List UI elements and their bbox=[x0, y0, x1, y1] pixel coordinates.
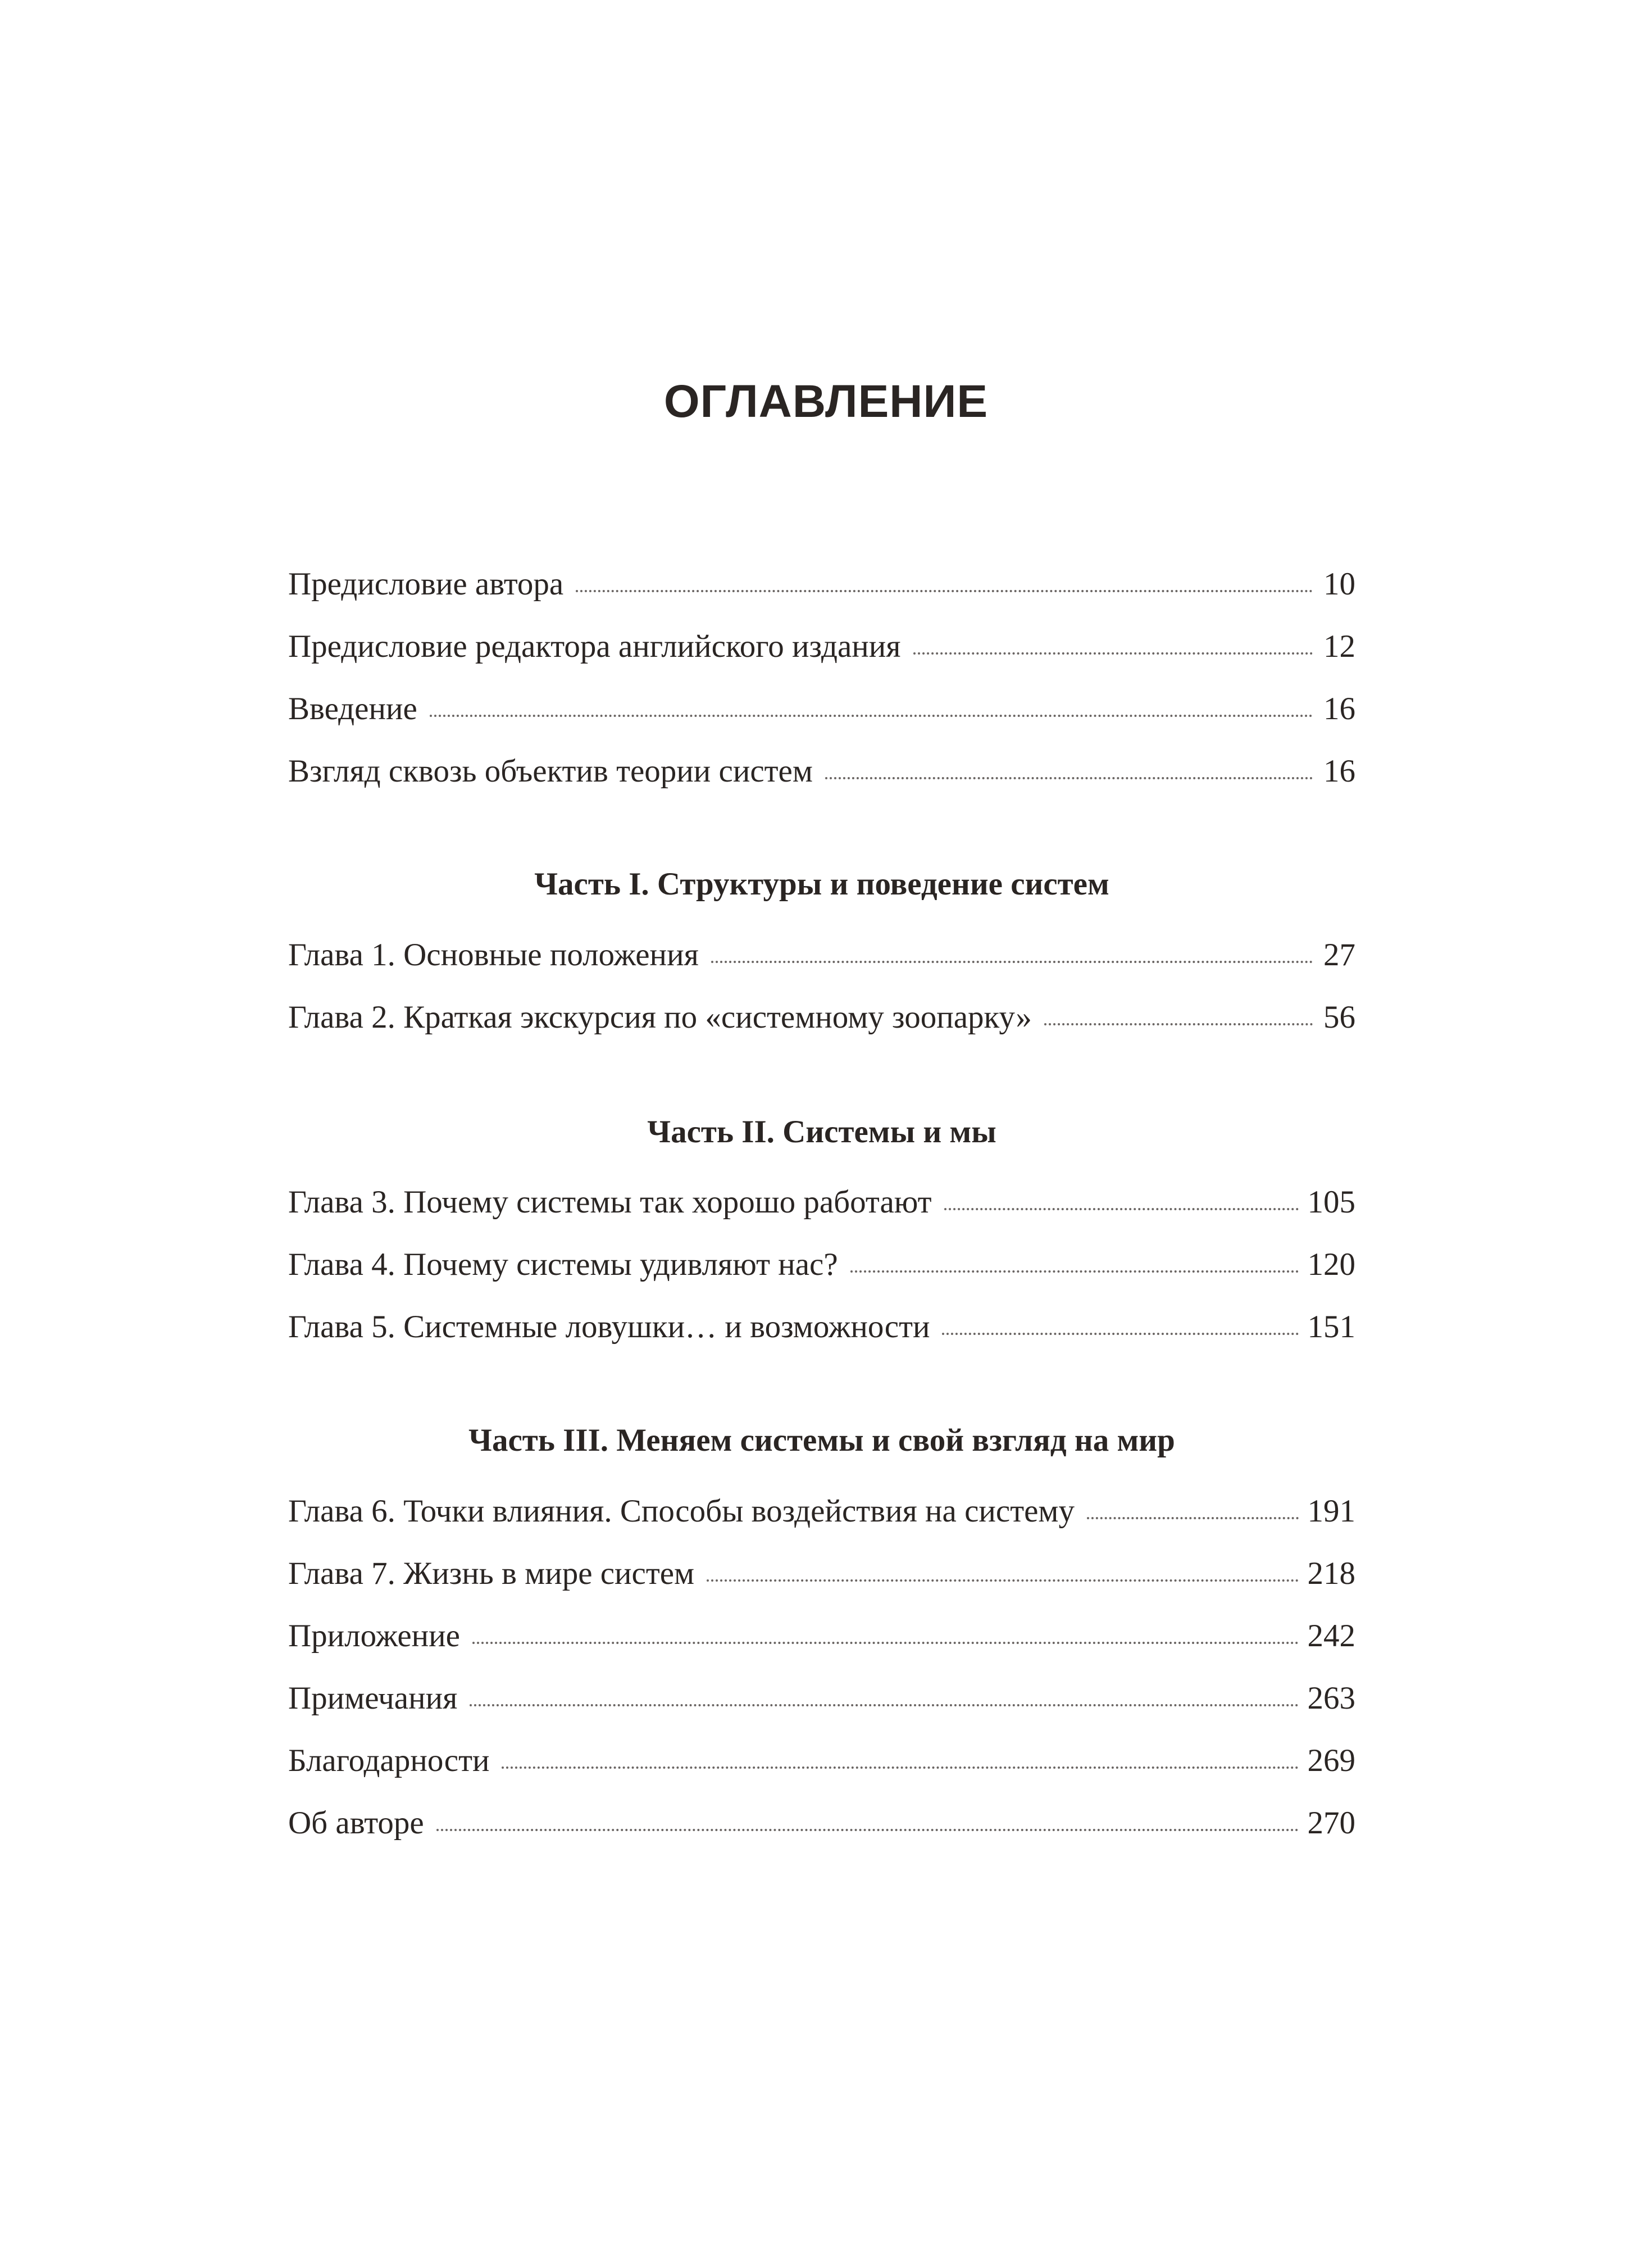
toc-entry-label: Благодарности bbox=[288, 1743, 490, 1778]
dot-leader bbox=[502, 1761, 1298, 1769]
toc-page-number: 10 bbox=[1323, 566, 1355, 602]
toc-entry-label: Приложение bbox=[288, 1618, 460, 1654]
part-heading-3[interactable]: Часть III. Меняем системы и свой взгляд на мир bbox=[468, 1423, 1175, 1458]
dot-leader bbox=[850, 1265, 1299, 1273]
toc-page-number: 16 bbox=[1323, 691, 1355, 726]
toc-entry-label: Об авторе bbox=[288, 1805, 424, 1841]
toc-page-number: 218 bbox=[1307, 1556, 1355, 1591]
dot-leader bbox=[825, 771, 1313, 779]
toc-entry-label: Примечания bbox=[288, 1681, 458, 1716]
toc-page-number: 120 bbox=[1307, 1247, 1355, 1282]
toc-entry-author-preface[interactable] bbox=[288, 562, 1355, 607]
dot-leader bbox=[436, 1823, 1299, 1831]
toc-page-number: 242 bbox=[1307, 1618, 1355, 1654]
toc-entry-introduction[interactable] bbox=[288, 687, 1355, 732]
toc-entry-chapter-7[interactable] bbox=[288, 1551, 1355, 1596]
dot-leader bbox=[470, 1699, 1298, 1706]
toc-entry-label: Глава 2. Краткая экскурсия по «системному зоопарку» bbox=[288, 1000, 1032, 1035]
page-title: ОГЛАВЛЕНИЕ bbox=[663, 376, 989, 427]
toc-entry-label: Введение bbox=[288, 691, 417, 726]
toc-entry-editor-preface[interactable] bbox=[288, 624, 1355, 669]
dot-leader bbox=[1087, 1511, 1299, 1519]
toc-entry-label: Взгляд сквозь объектив теории систем bbox=[288, 753, 813, 789]
toc-entry-label: Глава 5. Системные ловушки… и возможности bbox=[288, 1309, 930, 1345]
toc-page-number: 27 bbox=[1323, 937, 1355, 973]
toc-entry-chapter-3[interactable] bbox=[288, 1180, 1355, 1225]
dot-leader bbox=[944, 1202, 1299, 1210]
toc-entry-label: Предисловие редактора английского издания bbox=[288, 629, 901, 664]
toc-entry-systems-lens[interactable] bbox=[288, 749, 1355, 794]
toc-entry-appendix[interactable] bbox=[288, 1614, 1355, 1659]
toc-entry-chapter-2[interactable] bbox=[288, 995, 1355, 1040]
toc-page-number: 191 bbox=[1307, 1493, 1355, 1529]
toc-page-number: 263 bbox=[1307, 1681, 1355, 1716]
toc-entry-chapter-5[interactable] bbox=[288, 1305, 1355, 1350]
toc-page-number: 56 bbox=[1323, 1000, 1355, 1035]
toc-page-number: 16 bbox=[1323, 753, 1355, 789]
toc-page-number: 151 bbox=[1307, 1309, 1355, 1345]
dot-leader bbox=[1044, 1018, 1313, 1025]
toc-entry-label: Глава 7. Жизнь в мире систем bbox=[288, 1556, 695, 1591]
toc-page-number: 270 bbox=[1307, 1805, 1355, 1841]
part-heading-2[interactable]: Часть II. Системы и мы bbox=[647, 1114, 996, 1150]
part-heading-1[interactable]: Часть I. Структуры и поведение систем bbox=[534, 866, 1109, 902]
toc-entry-about-author[interactable] bbox=[288, 1801, 1355, 1846]
toc-page-number: 105 bbox=[1307, 1184, 1355, 1220]
toc-entry-label: Предисловие автора bbox=[288, 566, 564, 602]
toc-entry-chapter-1[interactable] bbox=[288, 933, 1355, 978]
dot-leader bbox=[472, 1636, 1299, 1644]
toc-entry-chapter-6[interactable] bbox=[288, 1489, 1355, 1534]
dot-leader bbox=[942, 1327, 1298, 1335]
toc-entry-chapter-4[interactable] bbox=[288, 1242, 1355, 1287]
dot-leader bbox=[913, 647, 1313, 655]
toc-page-number: 12 bbox=[1323, 629, 1355, 664]
dot-leader bbox=[707, 1574, 1298, 1582]
toc-page-number: 269 bbox=[1307, 1743, 1355, 1778]
toc-entry-acknowledgements[interactable] bbox=[288, 1738, 1355, 1783]
dot-leader bbox=[430, 709, 1313, 717]
dot-leader bbox=[711, 955, 1313, 963]
toc-entry-notes[interactable] bbox=[288, 1676, 1355, 1721]
toc-entry-label: Глава 6. Точки влияния. Способы воздействия на систему bbox=[288, 1493, 1075, 1529]
toc-entry-label: Глава 3. Почему системы так хорошо работают bbox=[288, 1184, 932, 1220]
dot-leader bbox=[576, 584, 1313, 592]
toc-entry-label: Глава 1. Основные положения bbox=[288, 937, 699, 973]
toc-entry-label: Глава 4. Почему системы удивляют нас? bbox=[288, 1247, 838, 1282]
